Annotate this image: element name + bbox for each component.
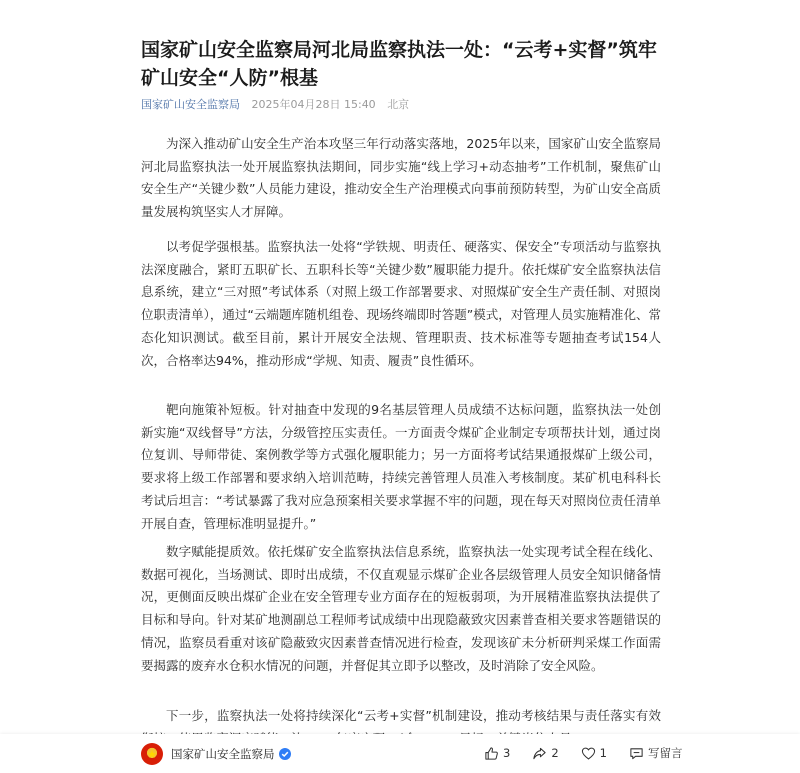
paragraph-exam: 以考促学强根基。监察执法一处将“学铁规、明责任、硬落实、保安全”专项活动与监察执法深度融合，紧盯五职矿长、五职科长等“关键少数”履职能力提升。依托煤矿安全监察执法信息系统，建立“三对照”考试体系（对照上级工作部署要求、对照煤矿安全生产责任制、对照岗位职责清单），通过“云端题库随机组卷、现场终端即时答题”模式，对管理人员实施精准化、常态化知识测试。截至目前，累计开展安全法规、管理职责、技术标准等专题抽查考试154人次，合格率达94%，推动形成“学规、知责、履责”良性循环。: [141, 239, 661, 368]
account-name[interactable]: 国家矿山安全监察局: [171, 747, 275, 761]
comment-label: 写留言: [647, 746, 683, 760]
publish-time: 2025年04月28日 15:40: [251, 98, 376, 111]
action-buttons: [484, 745, 682, 761]
paragraph-remedy: 靶向施策补短板。针对抽查中发现的9名基层管理人员成绩不达标问题，监察执法一处创新实施“双线督导”方法，分级管控压实责任。一方面责令煤矿企业制定专项帮扶计划，通过岗位复训、导师带徒、案例教学等方式强化履职能力；另一方面将考试结果通报煤矿上级公司，要求将上级工作部署和要求纳入培训范畴，持续完善管理人员准入考核制度。某矿机电科科长考试后坦言：“考试暴露了我对应急预案相关要求掌握不牢的问题，现在每天对照岗位责任清单开展自查，管理标准明显提升。”: [141, 402, 661, 531]
favorite-count: 1: [599, 746, 607, 760]
heart-icon: [581, 746, 596, 761]
favorite-button[interactable]: [581, 746, 607, 761]
share-count: 2: [551, 746, 559, 760]
comment-icon: [629, 746, 644, 761]
verified-badge-icon: [279, 748, 291, 760]
thumbs-up-icon: [484, 746, 499, 761]
share-button[interactable]: [532, 746, 558, 761]
source-link[interactable]: 国家矿山安全监察局: [141, 98, 240, 111]
publish-location: 北京: [387, 98, 410, 111]
paragraph-digital: 数字赋能提质效。依托煤矿安全监察执法信息系统，监察执法一处实现考试全程在线化、数据可视化，当场测试、即时出成绩，不仅直观显示煤矿企业各层级管理人员安全知识储备情况，更侧面反映出煤矿企业在安全管理专业方面存在的短板弱项，为开展精准监察执法提供了目标和导向。针对某矿地测副总工程师考试成绩中出现隐蔽致灾因素普查相关要求答题错误的情况，监察员看重对该矿隐蔽致灾因素普查情况进行检查，发现该矿未分析研判采煤工作面需要揭露的废弃水仓积水情况的问题，并督促其立即予以整改，及时消除了安全风险。: [141, 544, 661, 673]
bottom-action-bar: [0, 734, 800, 773]
like-count: 3: [503, 746, 511, 760]
paragraph-intro: 为深入推动矿山安全生产治本攻坚三年行动落实落地，2025年以来，国家矿山安全监察局河北局监察执法一处开展监察执法期间，同步实施“线上学习+动态抽考”工作机制，聚焦矿山安全生产“关键少数”人员能力建设，推动安全生产治理模式向事前预防转型，为矿山安全高质量发展构筑坚实人才屏障。: [141, 136, 661, 220]
like-button[interactable]: [484, 746, 510, 761]
share-icon: [532, 746, 547, 761]
paragraph-next-steps: 下一步，监察执法一处将持续深化“云考+实督”机制建设，推动考核结果与责任落实有效: [166, 708, 661, 723]
article-meta: [141, 96, 409, 112]
article-title: 国家矿山安全监察局河北局监察执法一处：“云考+实督”筑牢矿山安全“人防”根基: [141, 39, 657, 89]
account-info[interactable]: [141, 743, 291, 765]
comment-button[interactable]: [629, 745, 683, 761]
national-emblem-icon: ★: [141, 743, 163, 765]
